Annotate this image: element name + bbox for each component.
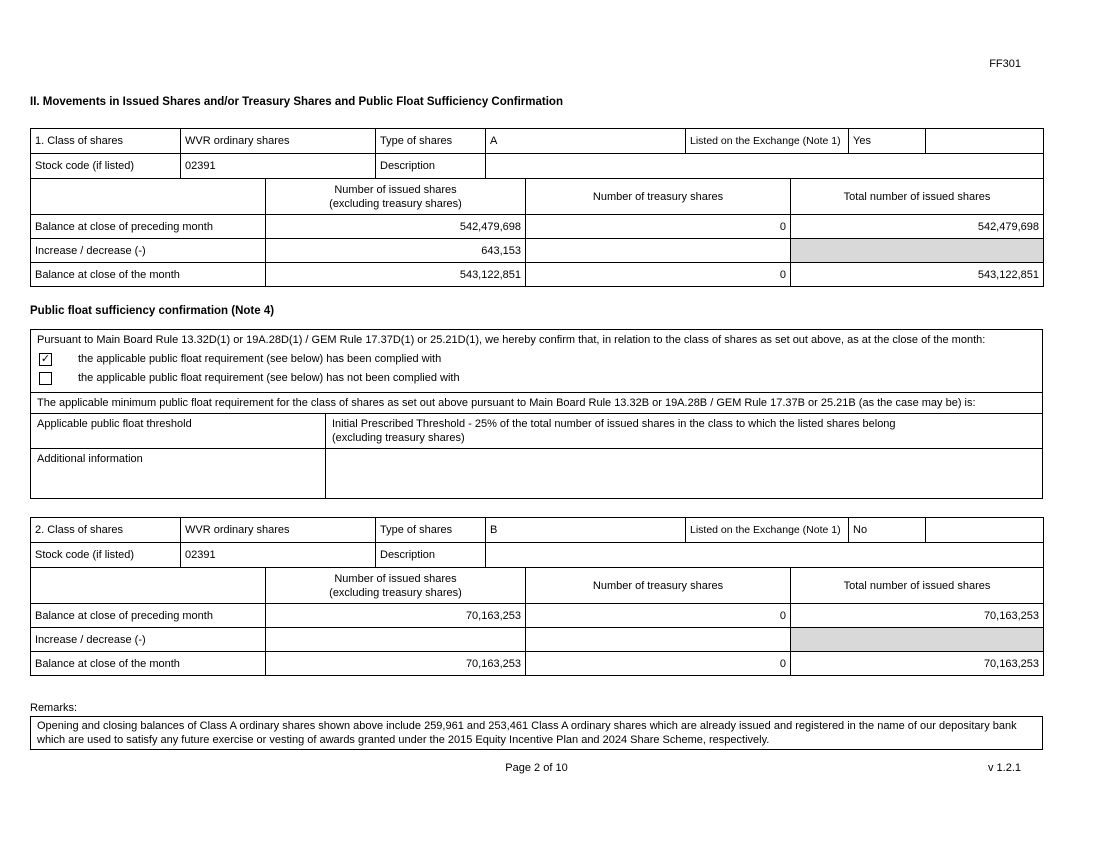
table-row [31, 263, 1044, 287]
stock-code-value: 02391 [181, 543, 376, 568]
empty-cell [926, 129, 1044, 154]
class-of-shares-value: WVR ordinary shares [181, 129, 376, 154]
page-footer [30, 762, 1043, 774]
treasury-value-cell: 0 [526, 604, 791, 628]
class1-table-bottom [30, 178, 1044, 287]
table-header-row [31, 568, 1044, 604]
table-row [31, 154, 1044, 179]
complied-option-label: the applicable public float requirement (see below) has been complied with [78, 353, 442, 365]
issued-shares-column-header [266, 568, 526, 604]
not-complied-option-row [39, 371, 1036, 385]
description-value [486, 543, 1044, 568]
row-label-cell: Increase / decrease (-) [31, 239, 266, 263]
treasury-value-cell [526, 239, 791, 263]
table-row [31, 604, 1044, 628]
total-shares-column-header: Total number of issued shares [791, 179, 1044, 215]
type-of-shares-label: Type of shares [376, 518, 486, 543]
row-label-cell: Balance at close of the month [31, 263, 266, 287]
column-header-line: Number of issued shares [334, 572, 457, 585]
type-of-shares-value: A [486, 129, 686, 154]
issued-value-cell: 70,163,253 [266, 652, 526, 676]
column-header-line: Number of issued shares [334, 183, 457, 196]
total-value-cell: 543,122,851 [791, 263, 1044, 287]
issued-value-cell: 643,153 [266, 239, 526, 263]
total-value-cell-disabled [791, 628, 1044, 652]
column-header-line: (excluding treasury shares) [329, 197, 462, 210]
complied-option-row [39, 352, 1036, 366]
minimum-requirement-text: The applicable minimum public float requirement for the class of shares as set out above pursuant to Main Board Rule 13.32B or 19A.28B / GEM Rule 17.37B or 25.21B (as the case may be) is: [31, 392, 1042, 413]
description-label: Description [376, 154, 486, 179]
description-label: Description [376, 543, 486, 568]
additional-information-value [326, 449, 1042, 498]
row-label-cell: Increase / decrease (-) [31, 628, 266, 652]
public-float-intro-section [31, 330, 1042, 392]
treasury-value-cell: 0 [526, 652, 791, 676]
additional-information-label: Additional information [31, 449, 326, 498]
threshold-label: Applicable public float threshold [31, 414, 326, 448]
stock-code-label: Stock code (if listed) [31, 543, 181, 568]
remarks-label: Remarks: [30, 702, 78, 714]
treasury-shares-column-header: Number of treasury shares [526, 179, 791, 215]
total-value-cell-disabled [791, 239, 1044, 263]
additional-information-row [31, 448, 1042, 498]
stock-code-label: Stock code (if listed) [31, 154, 181, 179]
empty-cell [926, 518, 1044, 543]
row-label-cell: Balance at close of preceding month [31, 215, 266, 239]
public-float-heading: Public float sufficiency confirmation (Note 4) [30, 305, 275, 317]
total-value-cell: 70,163,253 [791, 604, 1044, 628]
complied-checkbox[interactable] [39, 353, 52, 366]
column-header-line: (excluding treasury shares) [329, 586, 462, 599]
row-label-cell: Balance at close of the month [31, 652, 266, 676]
threshold-row [31, 413, 1042, 448]
not-complied-checkbox[interactable] [39, 372, 52, 385]
class1-table-top [30, 128, 1044, 179]
listed-on-exchange-value: Yes [849, 129, 926, 154]
remarks-box: Opening and closing balances of Class A ordinary shares shown above include 259,961 and 253,461 Class A ordinary shares which are already issued and registered in the name of our depositary bank which are used to satisfy any future exercise or vesting of awards granted under the 2015 Equity Incentive Plan and 2024 Share Scheme, respectively. [30, 716, 1043, 750]
empty-cell [31, 568, 266, 604]
table-header-row [31, 179, 1044, 215]
class-of-shares-value: WVR ordinary shares [181, 518, 376, 543]
class2-table-top [30, 517, 1044, 568]
type-of-shares-label: Type of shares [376, 129, 486, 154]
stock-code-value: 02391 [181, 154, 376, 179]
description-value [486, 154, 1044, 179]
class-of-shares-label: 2. Class of shares [31, 518, 181, 543]
version-label: v 1.2.1 [987, 762, 1021, 774]
threshold-value-line: (excluding treasury shares) [332, 432, 465, 444]
listed-on-exchange-value: No [849, 518, 926, 543]
table-row [31, 239, 1044, 263]
class2-table-bottom [30, 567, 1044, 676]
treasury-value-cell: 0 [526, 263, 791, 287]
treasury-shares-column-header: Number of treasury shares [526, 568, 791, 604]
listed-on-exchange-label: Listed on the Exchange (Note 1) [686, 129, 849, 154]
public-float-box [30, 329, 1043, 499]
page-content [30, 0, 1043, 774]
form-code: FF301 [989, 58, 1021, 70]
section-title: II. Movements in Issued Shares and/or Treasury Shares and Public Float Sufficiency Confirmation [30, 96, 563, 108]
issued-value-cell: 543,122,851 [266, 263, 526, 287]
public-float-intro-text: Pursuant to Main Board Rule 13.32D(1) or 19A.28D(1) / GEM Rule 17.37D(1) or 25.21D(1), we hereby confirm that, in relation to the class of shares as set out above, as at the close of the month: [37, 334, 986, 346]
issued-value-cell: 70,163,253 [266, 604, 526, 628]
listed-on-exchange-label: Listed on the Exchange (Note 1) [686, 518, 849, 543]
row-label-cell: Balance at close of preceding month [31, 604, 266, 628]
table-row [31, 129, 1044, 154]
not-complied-option-label: the applicable public float requirement (see below) has not been complied with [78, 372, 460, 384]
threshold-value-line: Initial Prescribed Threshold - 25% of the total number of issued shares in the class to which the listed shares belong [332, 418, 896, 430]
issued-shares-column-header [266, 179, 526, 215]
total-value-cell: 542,479,698 [791, 215, 1044, 239]
treasury-value-cell: 0 [526, 215, 791, 239]
class-of-shares-label: 1. Class of shares [31, 129, 181, 154]
check-icon: ✓ [40, 352, 51, 365]
total-shares-column-header: Total number of issued shares [791, 568, 1044, 604]
type-of-shares-value: B [486, 518, 686, 543]
total-value-cell: 70,163,253 [791, 652, 1044, 676]
issued-value-cell [266, 628, 526, 652]
table-row [31, 628, 1044, 652]
issued-value-cell: 542,479,698 [266, 215, 526, 239]
table-row [31, 543, 1044, 568]
page-number: Page 2 of 10 [505, 762, 568, 774]
table-row [31, 518, 1044, 543]
threshold-value [326, 414, 1042, 448]
table-row [31, 652, 1044, 676]
table-row [31, 215, 1044, 239]
treasury-value-cell [526, 628, 791, 652]
empty-cell [31, 179, 266, 215]
